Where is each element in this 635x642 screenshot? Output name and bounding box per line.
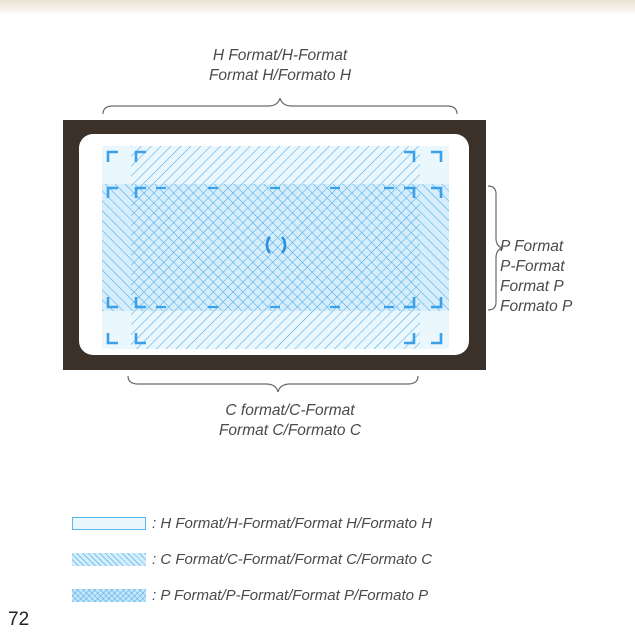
p-format-label: [500, 237, 572, 317]
legend-item-h-format: [72, 513, 432, 533]
page-number: 72: [8, 609, 30, 630]
legend-item-p-format: [72, 585, 428, 605]
legend-swatch-c-format: [72, 553, 146, 566]
p-format-label-line1: P Format: [500, 238, 564, 255]
legend-swatch-p-format: [72, 589, 146, 602]
c-format-label-line1: C format/C-Format: [225, 402, 355, 419]
legend-item-c-format: [72, 549, 432, 569]
legend-text-c-format: : C Format/C-Format/Format C/Formato C: [152, 550, 433, 568]
legend-text-h-format: : H Format/H-Format/Format H/Formato H: [152, 514, 433, 532]
c-format-label-line2: Format C/Formato C: [218, 422, 362, 439]
h-format-brace: [103, 98, 457, 114]
c-format-brace: [128, 376, 418, 392]
h-format-label-line1: H Format/H-Format: [212, 47, 348, 64]
p-c-overlap-hatch: [131, 184, 420, 311]
legend-swatch-h-format: [72, 517, 146, 530]
h-format-label-line2: Format H/Formato H: [208, 67, 352, 84]
legend-text-p-format: : P Format/P-Format/Format P/Formato P: [152, 586, 429, 604]
p-format-label-line4: Formato P: [500, 298, 573, 315]
p-format-label-line2: P-Format: [500, 258, 565, 275]
c-format-label: [110, 401, 470, 441]
p-format-label-line3: Format P: [500, 278, 564, 295]
